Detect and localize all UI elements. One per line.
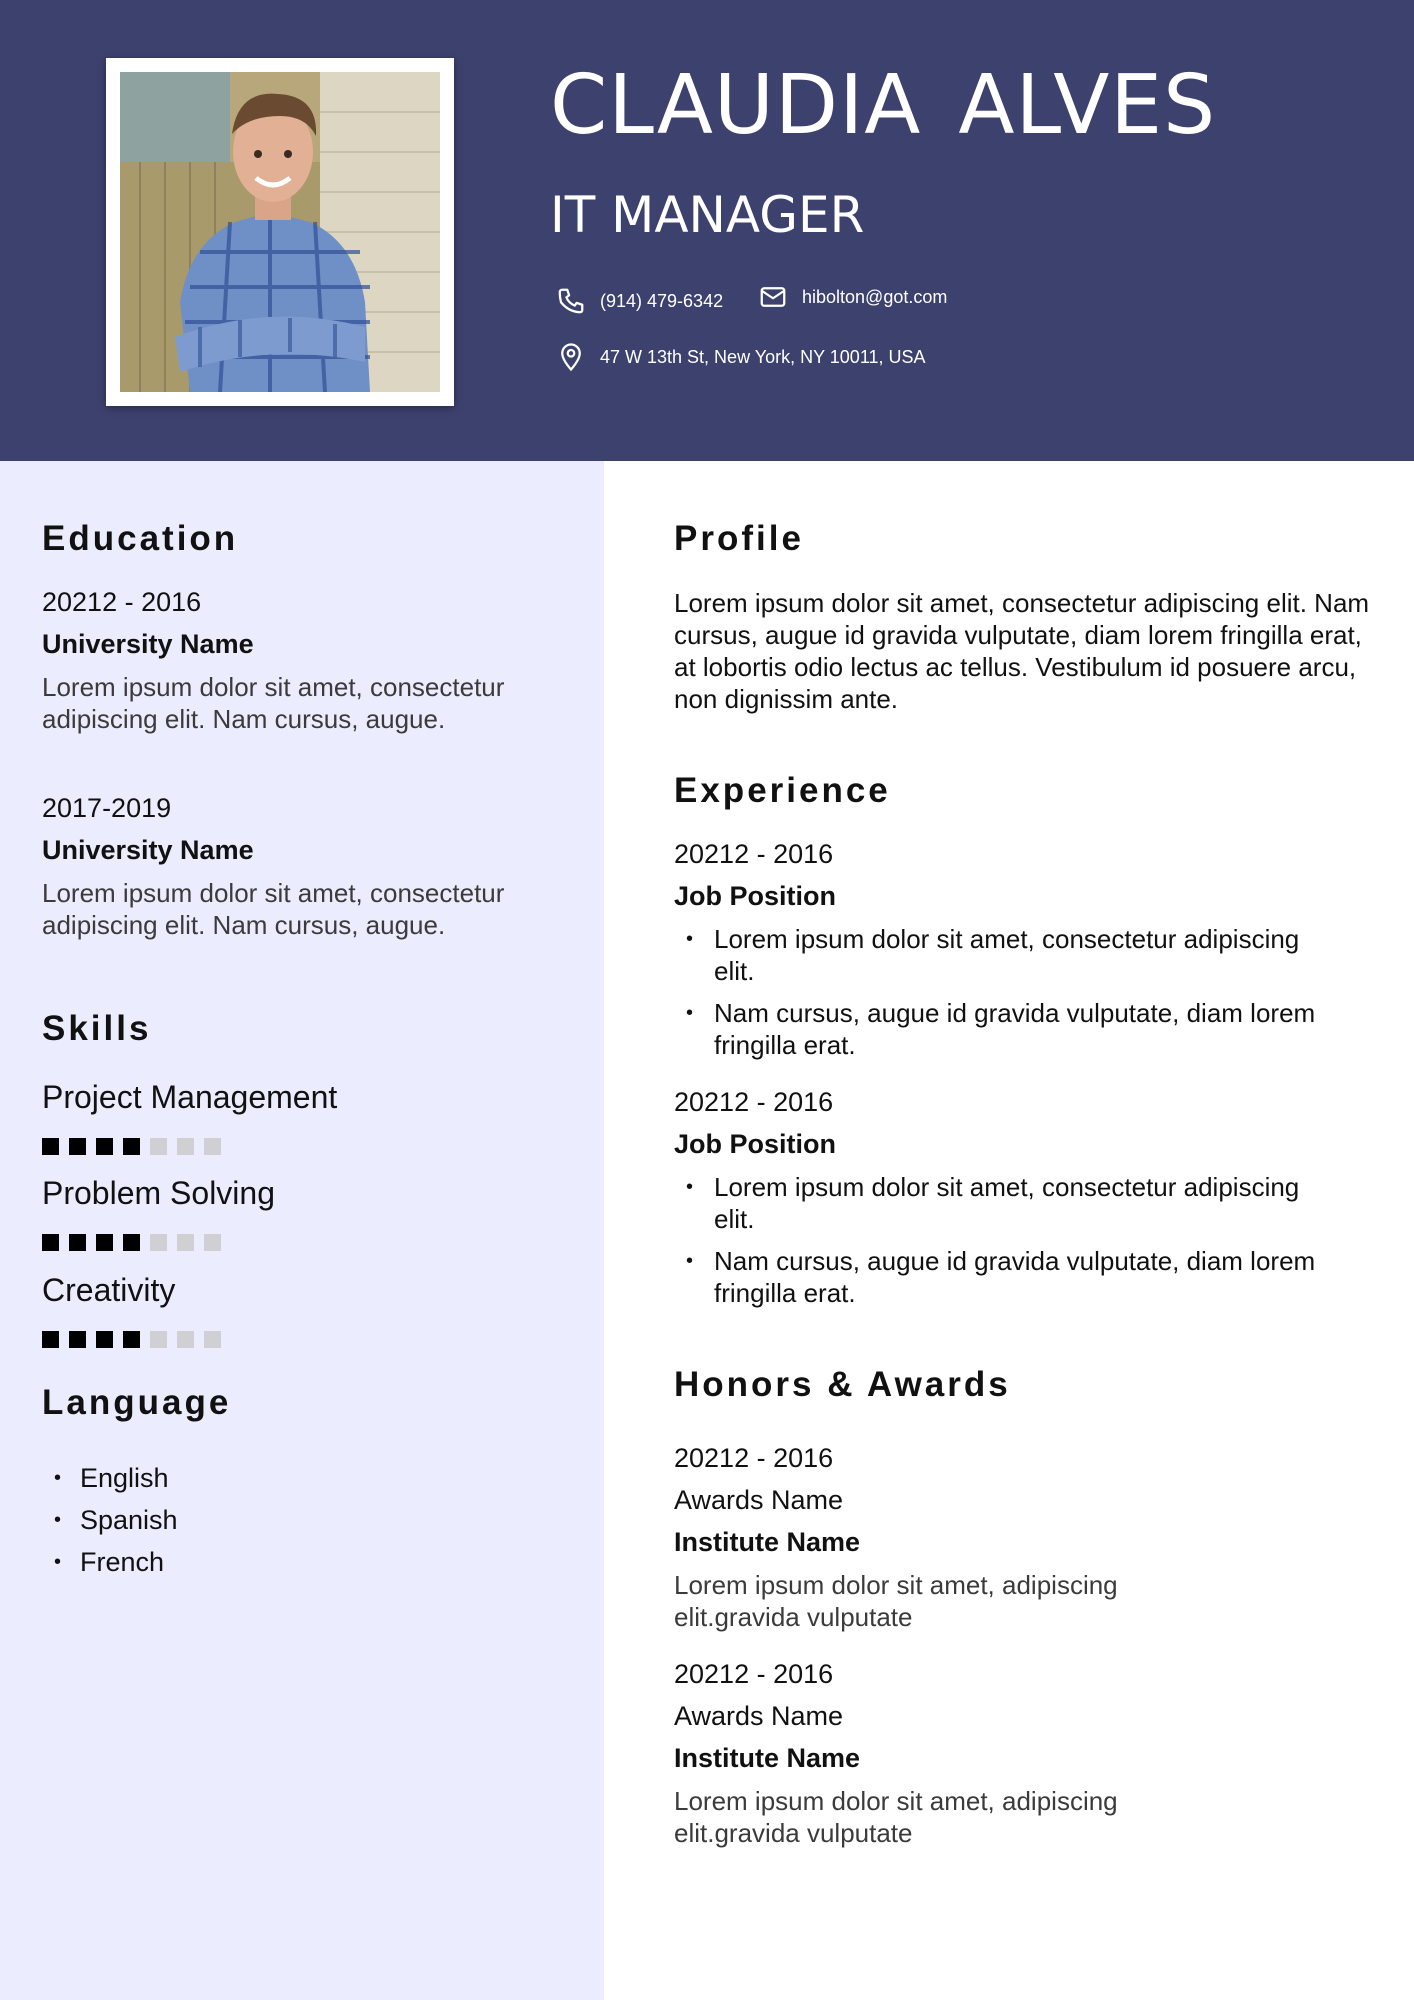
skill-square-filled (96, 1331, 113, 1348)
skill-square-filled (42, 1138, 59, 1155)
location-pin-icon (556, 342, 586, 372)
skill-square-empty (150, 1138, 167, 1155)
skill-square-filled (69, 1234, 86, 1251)
skill-square-filled (42, 1331, 59, 1348)
skill-square-empty (150, 1331, 167, 1348)
experience-heading: Experience (674, 771, 891, 810)
skill-name: Creativity (42, 1272, 176, 1308)
skill-square-filled (96, 1234, 113, 1251)
skill-level-bar (42, 1331, 221, 1348)
job-position: Job Position (674, 1129, 836, 1159)
skill-square-filled (42, 1234, 59, 1251)
email-address: hibolton@got.com (802, 286, 948, 307)
award-description: Lorem ipsum dolor sit amet, adipiscing elit.gravida vulputate (674, 1570, 1118, 1632)
job-title: IT MANAGER (550, 186, 865, 244)
skill-square-filled (123, 1138, 140, 1155)
award-date: 20212 - 2016 (674, 1659, 834, 1689)
street-address: 47 W 13th St, New York, NY 10011, USA (600, 346, 926, 367)
language-list (42, 1457, 178, 1583)
candidate-name: CLAUDIA ALVES (550, 58, 1217, 153)
profile-photo (120, 72, 440, 392)
phone-contact (556, 286, 723, 316)
award-name: Awards Name (674, 1701, 844, 1731)
education-description: Lorem ipsum dolor sit amet, consectetur adipiscing elit. Nam cursus, augue. (42, 672, 505, 734)
education-school: University Name (42, 629, 254, 659)
job-position: Job Position (674, 881, 836, 911)
award-description: Lorem ipsum dolor sit amet, adipiscing elit.gravida vulputate (674, 1786, 1118, 1848)
sidebar-column (0, 461, 604, 2000)
skills-heading: Skills (42, 1009, 152, 1048)
profile-text: Lorem ipsum dolor sit amet, consectetur adipiscing elit. Nam cursus, augue id gravida vulputate, diam lorem fringilla erat, at lobortis odio lectus ac tellus. Vestibulum id posuere arcu, non dignissim ante. (674, 588, 1370, 714)
skill-square-filled (123, 1234, 140, 1251)
phone-number: (914) 479-6342 (600, 290, 724, 311)
experience-bullets (674, 1171, 1334, 1309)
skill-square-empty (177, 1234, 194, 1251)
skill-name: Project Management (42, 1079, 338, 1115)
skill-square-filled (69, 1331, 86, 1348)
experience-bullet: • Nam cursus, augue id gravida vulputate, diam lorem fringilla erat. (674, 1245, 1334, 1309)
experience-bullet: • Lorem ipsum dolor sit amet, consectetur adipiscing elit. (674, 923, 1334, 987)
address-contact (556, 342, 926, 372)
language-heading: Language (42, 1383, 232, 1422)
experience-bullets (674, 923, 1334, 1061)
skill-square-filled (96, 1138, 113, 1155)
awards-heading: Honors & Awards (674, 1365, 1011, 1404)
language-item: • Spanish (42, 1499, 178, 1541)
education-date: 2017-2019 (42, 793, 172, 823)
language-item: • French (42, 1541, 178, 1583)
experience-date: 20212 - 2016 (674, 839, 834, 869)
skill-square-empty (177, 1138, 194, 1155)
education-description: Lorem ipsum dolor sit amet, consectetur adipiscing elit. Nam cursus, augue. (42, 878, 505, 940)
skill-square-empty (177, 1331, 194, 1348)
education-heading: Education (42, 519, 239, 558)
experience-bullet: • Lorem ipsum dolor sit amet, consectetur adipiscing elit. (674, 1171, 1334, 1235)
skill-square-empty (204, 1234, 221, 1251)
experience-date: 20212 - 2016 (674, 1087, 834, 1117)
skill-square-empty (150, 1234, 167, 1251)
skill-level-bar (42, 1234, 221, 1251)
skill-square-empty (204, 1138, 221, 1155)
phone-icon (556, 286, 586, 316)
experience-bullet: • Nam cursus, augue id gravida vulputate, diam lorem fringilla erat. (674, 997, 1334, 1061)
award-date: 20212 - 2016 (674, 1443, 834, 1473)
skill-square-filled (69, 1138, 86, 1155)
resume-header (0, 0, 1414, 461)
skill-level-bar (42, 1138, 221, 1155)
skill-square-empty (204, 1331, 221, 1348)
email-contact (758, 282, 947, 312)
institute-name: Institute Name (674, 1743, 861, 1773)
profile-photo-frame (106, 58, 454, 406)
education-school: University Name (42, 835, 254, 865)
profile-heading: Profile (674, 519, 804, 558)
skill-square-filled (123, 1331, 140, 1348)
skill-name: Problem Solving (42, 1175, 275, 1211)
institute-name: Institute Name (674, 1527, 861, 1557)
award-name: Awards Name (674, 1485, 844, 1515)
language-item: • English (42, 1457, 178, 1499)
education-date: 20212 - 2016 (42, 587, 202, 617)
main-column (604, 461, 1414, 2000)
mail-icon (758, 282, 788, 312)
